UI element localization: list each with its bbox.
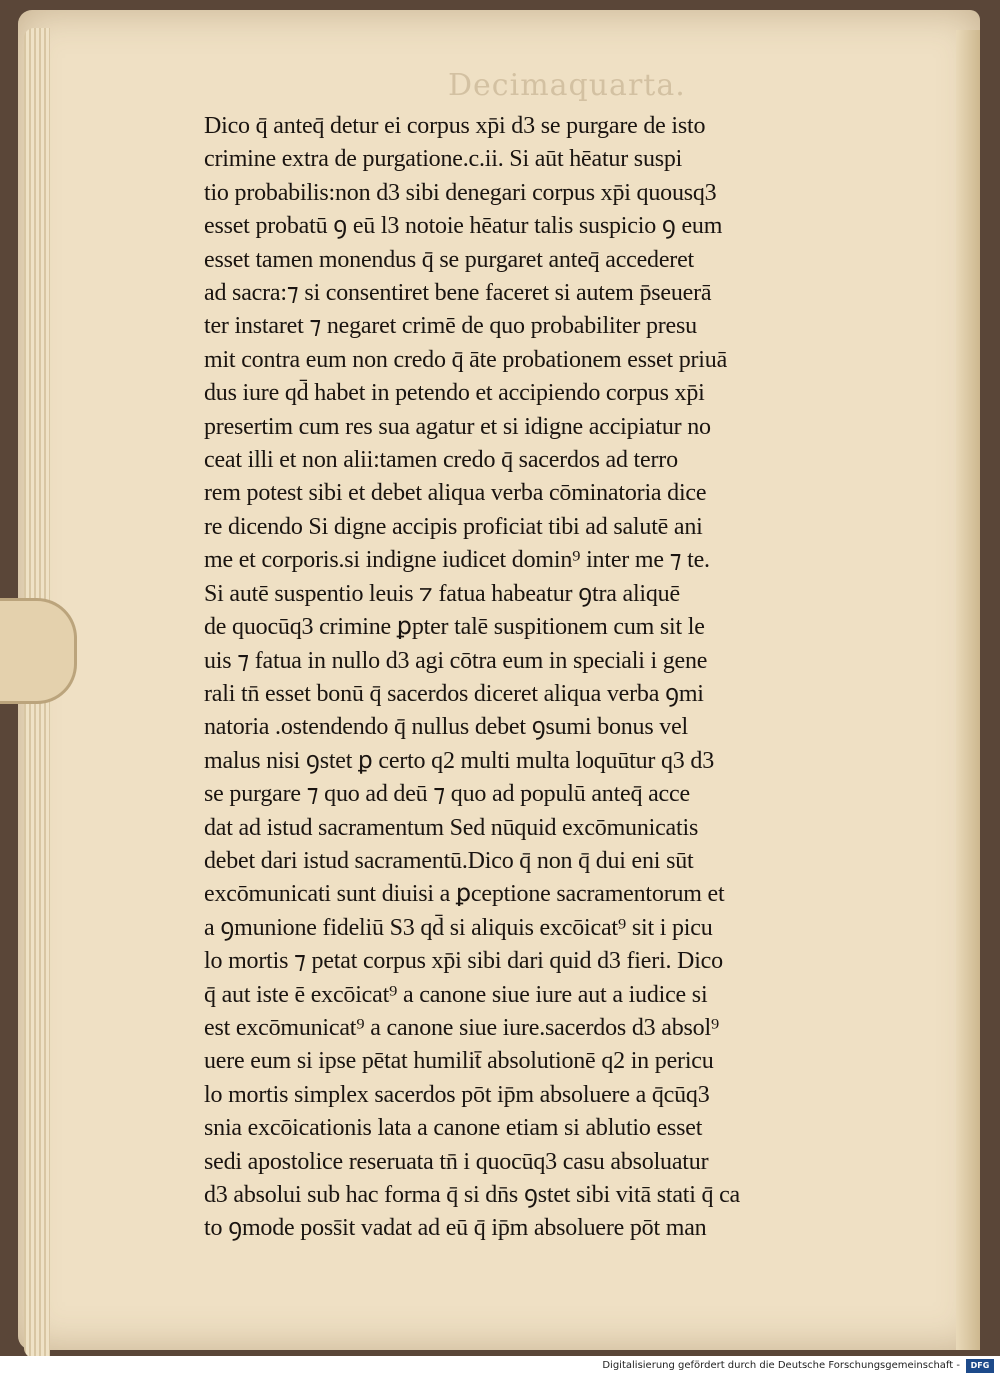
- text-line: uere eum si ipse pētat humilit̄ absolutionē q2 in pericu: [204, 1048, 714, 1075]
- book-page: [18, 10, 980, 1350]
- text-line: natoria .ostendendo q̄ nullus debet ꝯsumi bonus vel: [204, 714, 689, 741]
- text-line: rem potest sibi et debet aliqua verba cōminatoria dice: [204, 480, 707, 507]
- text-line: est excōmunicat⁹ a canone siue iure.sacerdos d3 absol⁹: [204, 1014, 720, 1041]
- text-line: de quocūq3 crimine ꝑpter talē suspitionem cum sit le: [204, 614, 705, 641]
- text-line: sedi apostolice reseruata tn̄ i quocūq3 casu absoluatur: [204, 1148, 709, 1175]
- bookmark-tab: [0, 598, 77, 704]
- text-line: a ꝯmunione fideliū S3 qd̄ si aliquis excōicat⁹ sit i picu: [204, 914, 713, 941]
- text-line: lo mortis simplex sacerdos pōt ip̄m absoluere a q̄cūq3: [204, 1081, 710, 1108]
- text-line: crimine extra de purgatione.c.ii. Si aūt hēatur suspi: [204, 146, 683, 173]
- text-line: se purgare ⁊ quo ad deū ⁊ quo ad populū anteq̄ acce: [204, 781, 690, 808]
- text-line: to ꝯmode poss̄it vadat ad eū q̄ ip̄m absoluere pōt man: [204, 1215, 707, 1242]
- text-line: dus iure qd̄ habet in petendo et accipiendo corpus xp̄i: [204, 380, 705, 407]
- text-line: dat ad istud sacramentum Sed nūquid excōmunicatis: [204, 814, 699, 841]
- running-head: Decimaquarta.: [448, 68, 686, 103]
- text-line: presertim cum res sua agatur et si idigne accipiatur no: [204, 413, 711, 440]
- dfg-logo: DFG: [966, 1359, 994, 1373]
- text-line: uis ⁊ fatua in nullo d3 agi cōtra eum in speciali i gene: [204, 647, 708, 674]
- text-line: tio probabilis:non d3 sibi denegari corpus xp̄i quousq3: [204, 179, 717, 206]
- text-line: snia excōicationis lata a canone etiam si ablutio esset: [204, 1115, 703, 1142]
- text-line: d3 absolui sub hac forma q̄ si dn̄s ꝯstet sibi vitā stati q̄ ca: [204, 1182, 741, 1208]
- text-line: esset probatū ꝯ eū l3 notoie hēatur talis suspicio ꝯ eum: [204, 213, 723, 240]
- text-line: debet dari istud sacramentū.Dico q̄ non q̄ dui eni sūt: [204, 847, 694, 874]
- text-line: mit contra eum non credo q̄ āte probationem esset priuā: [204, 346, 728, 373]
- footer-credit: Digitalisierung gefördert durch die Deutsche Forschungsgemeinschaft -: [602, 1360, 960, 1371]
- text-line: ceat illi et non alii:tamen credo q̄ sacerdos ad terro: [204, 447, 678, 474]
- text-line: re dicendo Si digne accipis proficiat tibi ad salutē ani: [204, 513, 703, 540]
- text-line: ter instaret ⁊ negaret crimē de quo probabiliter presu: [204, 313, 697, 340]
- text-line: Dico q̄ anteq̄ detur ei corpus xp̄i d3 se purgare de isto: [204, 113, 706, 139]
- text-line: excōmunicati sunt diuisi a ꝑceptione sacramentorum et: [204, 881, 725, 908]
- text-line: ad sacra:⁊ si consentiret bene faceret si autem p̄seuerā: [204, 280, 712, 307]
- text-line: rali tn̄ esset bonū q̄ sacerdos diceret aliqua verba ꝯmi: [204, 680, 704, 707]
- text-line: esset tamen monendus q̄ se purgaret anteq̄ accederet: [204, 246, 695, 273]
- text-line: q̄ aut iste ē excōicat⁹ a canone siue iure aut a iudice si: [204, 981, 708, 1008]
- text-line: malus nisi ꝯstet ꝑ certo q2 multi multa loquūtur q3 d3: [204, 747, 715, 774]
- text-line: lo mortis ⁊ petat corpus xp̄i sibi dari quid d3 fieri. Dico: [204, 948, 723, 975]
- text-line: Si autē suspentio leuis ⁊ fatua habeatur ꝯtra aliquē: [204, 580, 680, 607]
- page-gutter: [956, 30, 980, 1350]
- text-block: [204, 110, 834, 1246]
- text-line: me et corporis.si indigne iudicet domin⁹ inter me ⁊ te.: [204, 547, 710, 574]
